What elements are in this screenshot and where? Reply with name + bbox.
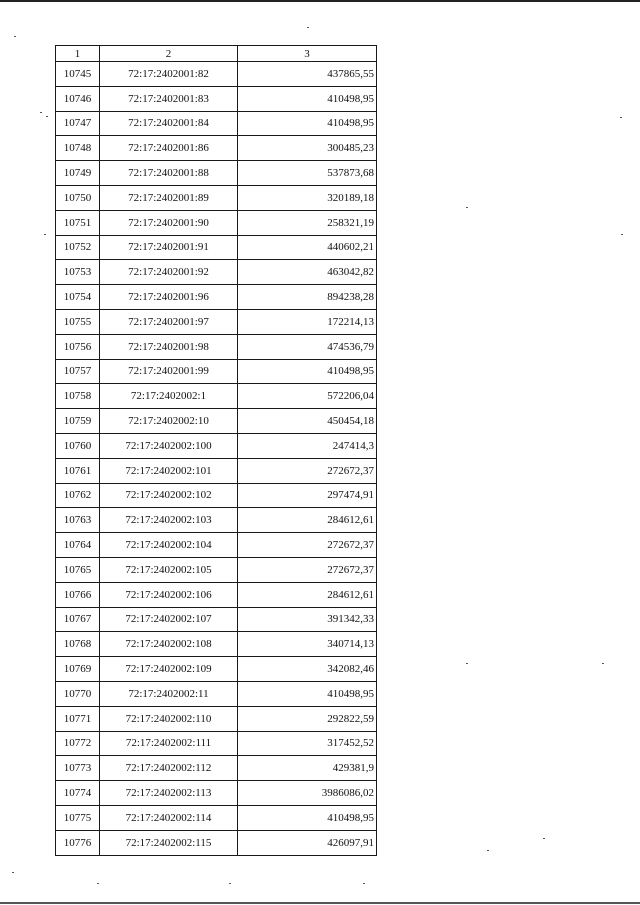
column-header-2: 2 (100, 46, 238, 62)
value-cell: 272672,37 (238, 557, 377, 582)
table-row (56, 458, 377, 483)
column-header-3: 3 (238, 46, 377, 62)
cadastral-number-cell: 72:17:2402001:97 (100, 309, 238, 334)
row-number-cell: 10764 (56, 533, 100, 558)
value-cell: 342082,46 (238, 657, 377, 682)
row-number-cell: 10775 (56, 805, 100, 830)
row-number-cell: 10768 (56, 632, 100, 657)
value-cell: 410498,95 (238, 805, 377, 830)
value-cell: 317452,52 (238, 731, 377, 756)
table-row (56, 111, 377, 136)
cadastral-number-cell: 72:17:2402001:86 (100, 136, 238, 161)
row-number-cell: 10773 (56, 756, 100, 781)
cadastral-number-cell: 72:17:2402002:111 (100, 731, 238, 756)
row-number-cell: 10754 (56, 285, 100, 310)
scan-speck (602, 663, 604, 664)
row-number-cell: 10772 (56, 731, 100, 756)
cadastral-number-cell: 72:17:2402001:91 (100, 235, 238, 260)
table-row (56, 607, 377, 632)
cadastral-number-cell: 72:17:2402002:113 (100, 781, 238, 806)
cadastral-number-cell: 72:17:2402001:96 (100, 285, 238, 310)
table-row (56, 557, 377, 582)
table-row (56, 161, 377, 186)
row-number-cell: 10766 (56, 582, 100, 607)
table-row (56, 433, 377, 458)
cadastral-number-cell: 72:17:2402001:99 (100, 359, 238, 384)
value-cell: 340714,13 (238, 632, 377, 657)
cadastral-value-table (55, 45, 377, 856)
table-row (56, 185, 377, 210)
row-number-cell: 10750 (56, 185, 100, 210)
cadastral-number-cell: 72:17:2402002:102 (100, 483, 238, 508)
value-cell: 247414,3 (238, 433, 377, 458)
value-cell: 297474,91 (238, 483, 377, 508)
scan-speck (466, 663, 468, 664)
row-number-cell: 10758 (56, 384, 100, 409)
value-cell: 437865,55 (238, 62, 377, 87)
table-row (56, 384, 377, 409)
row-number-cell: 10751 (56, 210, 100, 235)
cadastral-number-cell: 72:17:2402002:108 (100, 632, 238, 657)
table-row (56, 86, 377, 111)
cadastral-number-cell: 72:17:2402001:90 (100, 210, 238, 235)
cadastral-number-cell: 72:17:2402001:82 (100, 62, 238, 87)
cadastral-number-cell: 72:17:2402001:88 (100, 161, 238, 186)
table-row (56, 260, 377, 285)
scan-speck (40, 112, 42, 113)
value-cell: 426097,91 (238, 830, 377, 855)
scan-speck (46, 116, 48, 117)
row-number-cell: 10771 (56, 706, 100, 731)
row-number-cell: 10763 (56, 508, 100, 533)
row-number-cell: 10749 (56, 161, 100, 186)
scan-speck (12, 872, 14, 873)
cadastral-number-cell: 72:17:2402001:89 (100, 185, 238, 210)
cadastral-number-cell: 72:17:2402002:105 (100, 557, 238, 582)
cadastral-number-cell: 72:17:2402002:114 (100, 805, 238, 830)
row-number-cell: 10747 (56, 111, 100, 136)
table-row (56, 805, 377, 830)
value-cell: 463042,82 (238, 260, 377, 285)
value-cell: 258321,19 (238, 210, 377, 235)
scan-speck (363, 883, 365, 884)
scan-speck (307, 27, 309, 28)
table-row (56, 681, 377, 706)
cadastral-number-cell: 72:17:2402002:106 (100, 582, 238, 607)
value-cell: 272672,37 (238, 533, 377, 558)
value-cell: 284612,61 (238, 508, 377, 533)
cadastral-number-cell: 72:17:2402002:1 (100, 384, 238, 409)
cadastral-number-cell: 72:17:2402001:84 (100, 111, 238, 136)
row-number-cell: 10745 (56, 62, 100, 87)
cadastral-number-cell: 72:17:2402002:112 (100, 756, 238, 781)
value-cell: 410498,95 (238, 359, 377, 384)
table-row (56, 235, 377, 260)
row-number-cell: 10756 (56, 334, 100, 359)
row-number-cell: 10748 (56, 136, 100, 161)
column-number-row (56, 46, 377, 62)
value-cell: 474536,79 (238, 334, 377, 359)
cadastral-number-cell: 72:17:2402002:100 (100, 433, 238, 458)
cadastral-number-cell: 72:17:2402002:107 (100, 607, 238, 632)
value-cell: 391342,33 (238, 607, 377, 632)
row-number-cell: 10761 (56, 458, 100, 483)
value-cell: 300485,23 (238, 136, 377, 161)
value-cell: 410498,95 (238, 111, 377, 136)
table-row (56, 706, 377, 731)
row-number-cell: 10759 (56, 409, 100, 434)
table-row (56, 359, 377, 384)
table-row (56, 483, 377, 508)
table-row (56, 731, 377, 756)
table-row (56, 136, 377, 161)
table-body (56, 62, 377, 856)
row-number-cell: 10769 (56, 657, 100, 682)
value-cell: 429381,9 (238, 756, 377, 781)
row-number-cell: 10752 (56, 235, 100, 260)
cadastral-number-cell: 72:17:2402001:98 (100, 334, 238, 359)
table-row (56, 657, 377, 682)
scan-speck (14, 36, 16, 37)
table-row (56, 533, 377, 558)
table-row (56, 582, 377, 607)
cadastral-number-cell: 72:17:2402001:83 (100, 86, 238, 111)
value-cell: 320189,18 (238, 185, 377, 210)
column-header-1: 1 (56, 46, 100, 62)
value-cell: 894238,28 (238, 285, 377, 310)
row-number-cell: 10770 (56, 681, 100, 706)
cadastral-number-cell: 72:17:2402002:11 (100, 681, 238, 706)
value-cell: 272672,37 (238, 458, 377, 483)
cadastral-number-cell: 72:17:2402002:103 (100, 508, 238, 533)
row-number-cell: 10776 (56, 830, 100, 855)
cadastral-number-cell: 72:17:2402002:115 (100, 830, 238, 855)
value-cell: 450454,18 (238, 409, 377, 434)
row-number-cell: 10762 (56, 483, 100, 508)
scan-speck (229, 883, 231, 884)
scan-speck (487, 850, 489, 851)
table-row (56, 285, 377, 310)
row-number-cell: 10774 (56, 781, 100, 806)
scan-border-top (0, 0, 640, 2)
scan-speck (44, 234, 46, 235)
value-cell: 537873,68 (238, 161, 377, 186)
table-row (56, 409, 377, 434)
scan-speck (97, 883, 99, 884)
row-number-cell: 10757 (56, 359, 100, 384)
value-cell: 440602,21 (238, 235, 377, 260)
cadastral-number-cell: 72:17:2402002:110 (100, 706, 238, 731)
value-cell: 172214,13 (238, 309, 377, 334)
table-row (56, 756, 377, 781)
table-row (56, 210, 377, 235)
table-row (56, 830, 377, 855)
row-number-cell: 10767 (56, 607, 100, 632)
cadastral-number-cell: 72:17:2402002:109 (100, 657, 238, 682)
scan-speck (620, 117, 622, 118)
cadastral-number-cell: 72:17:2402001:92 (100, 260, 238, 285)
value-cell: 572206,04 (238, 384, 377, 409)
value-cell: 292822,59 (238, 706, 377, 731)
scan-speck (543, 838, 545, 839)
cadastral-number-cell: 72:17:2402002:101 (100, 458, 238, 483)
table-row (56, 781, 377, 806)
table-row (56, 62, 377, 87)
value-cell: 410498,95 (238, 681, 377, 706)
row-number-cell: 10755 (56, 309, 100, 334)
scan-border-bottom (0, 902, 640, 904)
cadastral-number-cell: 72:17:2402002:104 (100, 533, 238, 558)
cadastral-number-cell: 72:17:2402002:10 (100, 409, 238, 434)
value-cell: 284612,61 (238, 582, 377, 607)
row-number-cell: 10753 (56, 260, 100, 285)
scan-speck (621, 234, 623, 235)
row-number-cell: 10765 (56, 557, 100, 582)
row-number-cell: 10760 (56, 433, 100, 458)
scan-speck (466, 207, 468, 208)
table-row (56, 309, 377, 334)
row-number-cell: 10746 (56, 86, 100, 111)
table-row (56, 508, 377, 533)
value-cell: 410498,95 (238, 86, 377, 111)
table-row (56, 334, 377, 359)
table-row (56, 632, 377, 657)
value-cell: 3986086,02 (238, 781, 377, 806)
